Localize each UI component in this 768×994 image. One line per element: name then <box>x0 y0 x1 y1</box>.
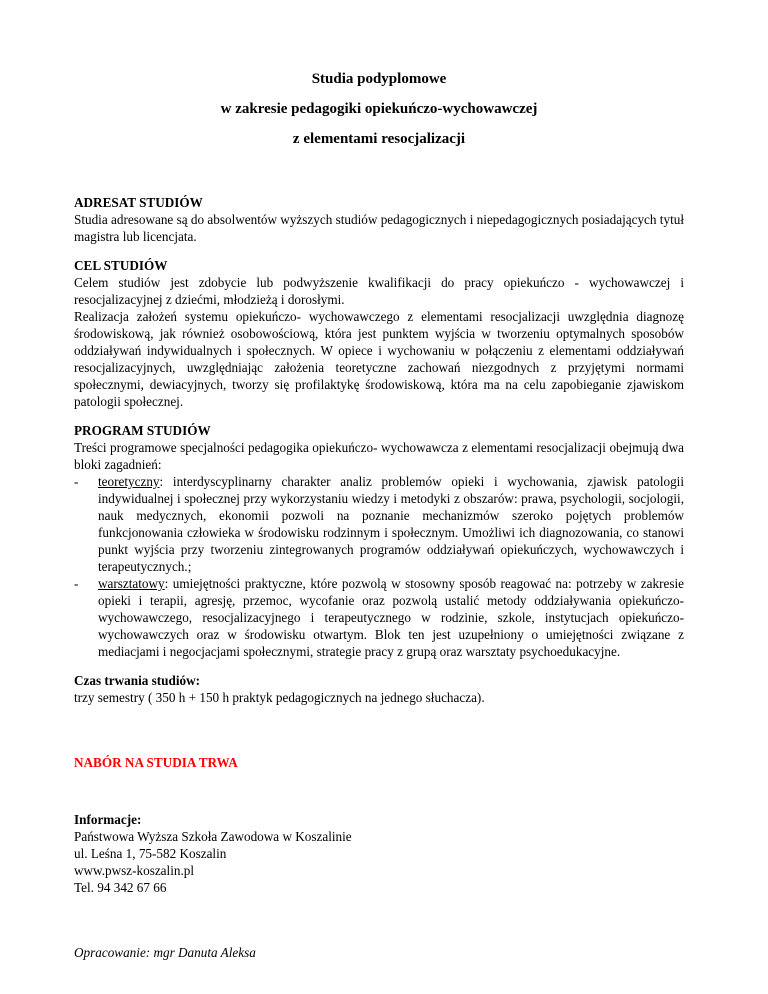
list-item-label: teoretyczny <box>98 474 160 489</box>
nabor-notice: NABÓR NA STUDIA TRWA <box>74 755 238 770</box>
section-czas <box>74 672 684 706</box>
list-item <box>74 575 684 660</box>
list-item-text: : umiejętności praktyczne, które pozwolą w stosowny sposób reagować na: potrzeby w zakresie opieki i terapii, agresję, przemoc, wycofanie oraz pozwolą ustalić metody oddziaływania opiekuńczo-wychowawczego, resocjalizacyjnego i terapeutycznego w rodzinie, szkole, instytucjach opiekuńczo-wychowawczych oraz w środowisku otwartym. Blok ten jest uzupełniony o umiejętności związane z mediacjami i negocjacjami społecznymi, strategie pracy z grupą oraz warsztaty psychoedukacyjne. <box>98 576 684 659</box>
section-heading-czas: Czas trwania studiów: <box>74 673 201 688</box>
list-item <box>74 473 684 575</box>
program-list <box>74 473 684 660</box>
list-dash: - <box>74 576 79 591</box>
section-heading-adresat: ADRESAT STUDIÓW <box>74 195 203 210</box>
section-heading-cel: CEL STUDIÓW <box>74 258 168 273</box>
list-item-label: warsztatowy <box>98 576 165 591</box>
section-informacje <box>74 811 684 896</box>
info-line: Państwowa Wyższa Szkoła Zawodowa w Koszalinie <box>74 829 352 844</box>
title-line-3: z elementami resocjalizacji <box>292 131 466 147</box>
adresat-text: Studia adresowane są do absolwentów wyższych studiów pedagogicznych i niepedagogicznych posiadających tytuł magistra lub licencjata. <box>74 212 684 244</box>
section-heading-informacje: Informacje: <box>74 812 142 827</box>
program-intro: Treści programowe specjalności pedagogika opiekuńczo- wychowawcza z elementami resocjalizacji obejmują dwa bloki zagadnień: <box>74 440 684 472</box>
title-line-1: Studia podyplomowe <box>311 71 447 87</box>
title-block <box>74 64 684 154</box>
section-cel <box>74 257 684 410</box>
spacer <box>74 908 684 944</box>
section-program <box>74 422 684 660</box>
info-line: ul. Leśna 1, 75-582 Koszalin <box>74 846 227 861</box>
cel-text-2: Realizacja założeń systemu opiekuńczo- wychowawczego z elementami resocjalizacji uwzględnia diagnozę środowiskową, jak również osobowościową, która jest punktem wyjścia w tworzeniu optymalnych sposobów oddziaływań indywidualnych i społecznych. W opiece i wychowaniu w połączeniu z elementami oddziaływań resocjalizacyjnych, uwzględniając założenia teoretyczne zachowań niezgodnych z przyjętymi normami społecznymi, dewiacyjnych, tworzy się profilaktykę środowiskową, która ma na celu zapobieganie zjawiskom patologii społecznej. <box>74 309 684 409</box>
list-dash: - <box>74 474 79 489</box>
info-line-phone: Tel. 94 342 67 66 <box>74 880 167 895</box>
list-item-text: : interdyscyplinarny charakter analiz problemów opieki i wychowania, zjawisk patologii indywidualnej i społecznej przy wykorzystaniu wiedzy i metodyki z obszarów: prawa, psychologii, socjologii, nauk medycznych, ekonomii pozwoli na poznanie mechanizmów szeroko pojętych problemów funkcjonowania człowieka w środowisku rodzinnym i społecznym. Umożliwi ich diagnozowania, co stanowi punkt wyjścia przy tworzeniu zintegrowanych programów oddziaływań opiekuńczych, wychowawczych i terapeutycznych.; <box>98 474 684 574</box>
document-page <box>74 64 684 961</box>
author-credit: Opracowanie: mgr Danuta Aleksa <box>74 945 256 960</box>
cel-text-1: Celem studiów jest zdobycie lub podwyższenie kwalifikacji do pracy opiekuńczo - wychowawczej i resocjalizacyjnej z dziećmi, młodzieżą i dorosłymi. <box>74 275 684 307</box>
spacer <box>74 771 684 811</box>
title-line-2: w zakresie pedagogiki opiekuńczo-wychowawczej <box>220 101 538 117</box>
section-heading-program: PROGRAM STUDIÓW <box>74 423 211 438</box>
info-line-website: www.pwsz-koszalin.pl <box>74 863 195 878</box>
spacer <box>74 718 684 754</box>
section-adresat <box>74 194 684 245</box>
czas-text: trzy semestry ( 350 h + 150 h praktyk pedagogicznych na jednego słuchacza). <box>74 690 485 705</box>
